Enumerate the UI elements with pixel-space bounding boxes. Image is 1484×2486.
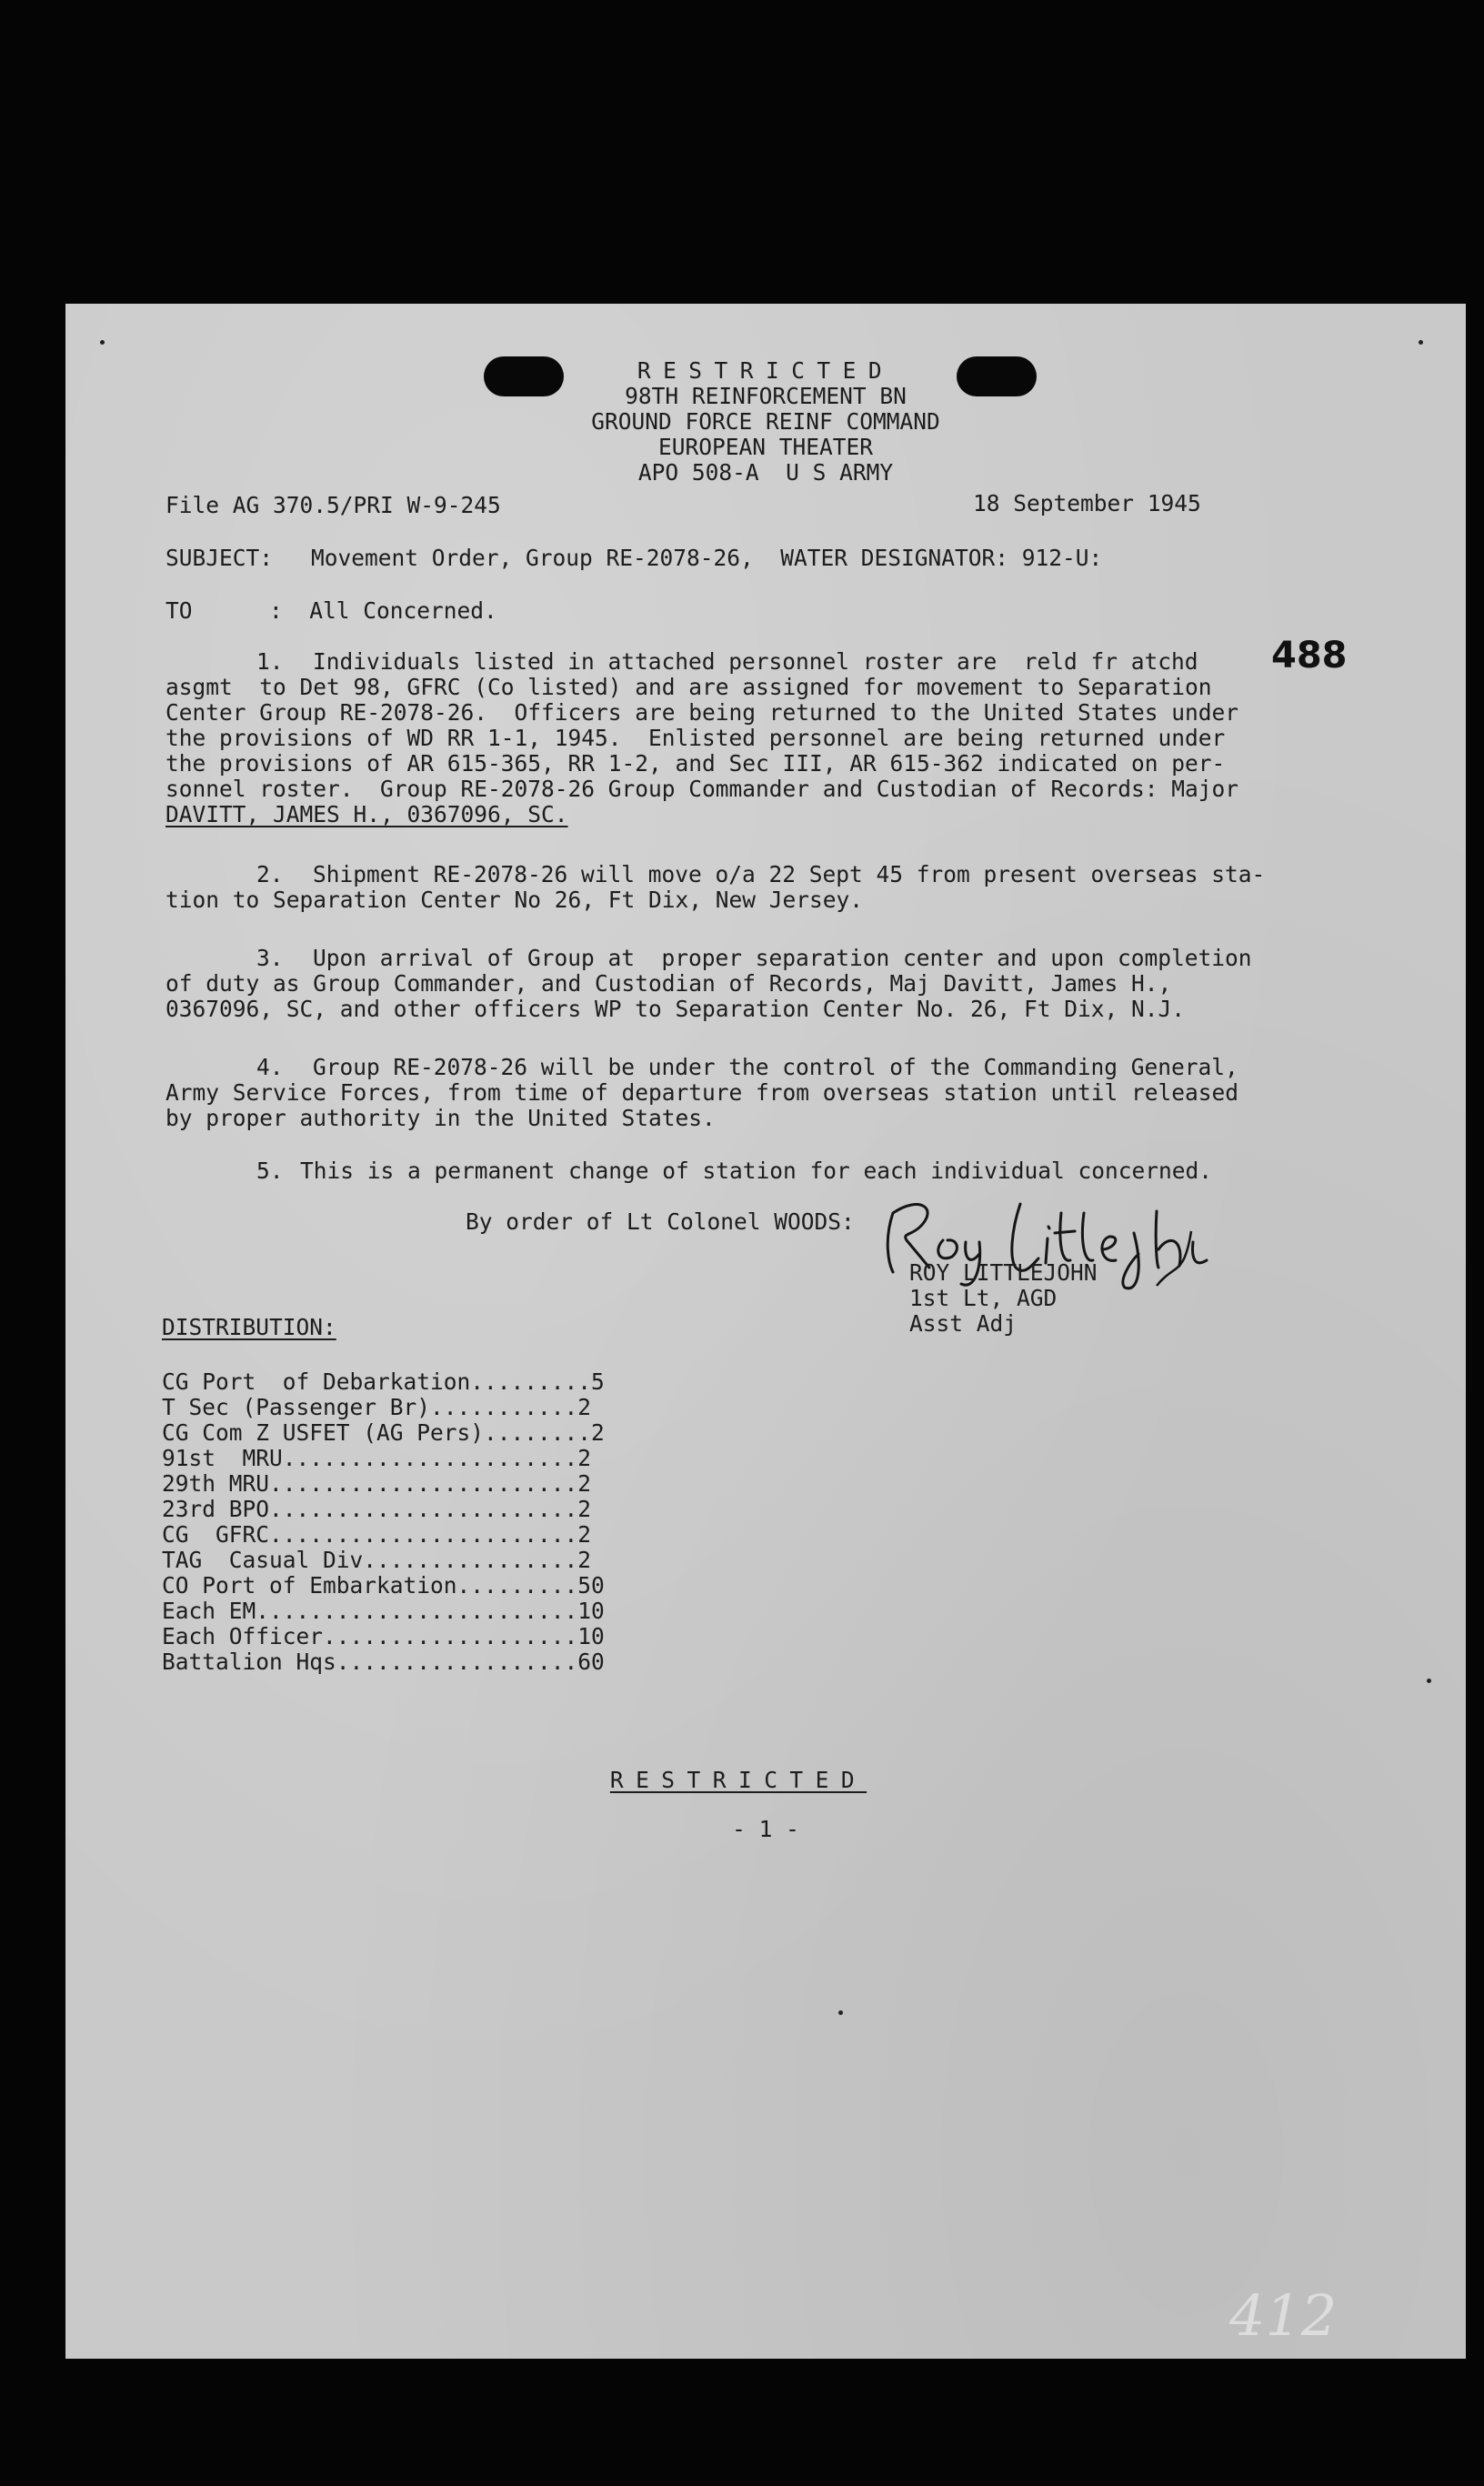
- distribution-row: 91st MRU......................2: [162, 1445, 592, 1471]
- paragraph-line: DAVITT, JAMES H., 0367096, SC.: [165, 801, 568, 827]
- subject-text: Movement Order, Group RE-2078-26, WATER DESIGNATOR: 912-U:: [311, 545, 1103, 571]
- paragraph-number: 2.: [256, 861, 284, 887]
- document-date: 18 September 1945: [973, 490, 1201, 516]
- page-stamp-number: 488: [1271, 635, 1348, 677]
- paragraph-line: Individuals listed in attached personnel roster are reld fr atchd: [313, 648, 1198, 675]
- distribution-row: CO Port of Embarkation.........50: [162, 1572, 605, 1599]
- paragraph-line: asgmt to Det 98, GFRC (Co listed) and are assigned for movement to Separation: [165, 674, 1212, 700]
- paragraph-line: the provisions of AR 615-365, RR 1-2, and Sec III, AR 615-362 indicated on per-: [165, 750, 1226, 777]
- file-reference: File AG 370.5/PRI W-9-245: [165, 492, 501, 518]
- paragraph-line: the provisions of WD RR 1-1, 1945. Enlisted personnel are being returned under: [165, 725, 1226, 751]
- to-label: TO: [165, 597, 193, 624]
- distribution-row: T Sec (Passenger Br)...........2: [162, 1394, 592, 1420]
- distribution-row: 29th MRU.......................2: [162, 1470, 592, 1497]
- paragraph-line: sonnel roster. Group RE-2078-26 Group Commander and Custodian of Records: Major: [165, 776, 1239, 802]
- paragraph-line: by proper authority in the United States.: [165, 1105, 716, 1131]
- theater-name: EUROPEAN THEATER: [657, 434, 873, 460]
- by-order-line: By order of Lt Colonel WOODS:: [466, 1208, 855, 1235]
- paragraph-line: Upon arrival of Group at proper separation center and upon completion: [313, 945, 1252, 971]
- paragraph-number: 3.: [256, 945, 284, 971]
- page-number: - 1 -: [732, 1816, 799, 1842]
- paragraph-line: Army Service Forces, from time of departure from overseas station until released: [165, 1079, 1239, 1106]
- paragraph-line: 0367096, SC, and other officers WP to Separation Center No. 26, Ft Dix, N.J.: [165, 996, 1186, 1022]
- margin-handwritten-number: 412: [1229, 2282, 1338, 2349]
- paragraph-number: 1.: [256, 648, 284, 675]
- paragraph-line: Shipment RE-2078-26 will move o/a 22 Sept 45 from present overseas sta-: [313, 861, 1266, 887]
- signer-title: Asst Adj: [909, 1310, 1018, 1337]
- distribution-row: Each Officer...................10: [162, 1623, 605, 1649]
- paper-speck: [1427, 1679, 1431, 1683]
- paragraph-line: tion to Separation Center No 26, Ft Dix, New Jersey.: [165, 887, 864, 913]
- document-sheet: [65, 304, 1466, 2359]
- to-text: : All Concerned.: [269, 597, 497, 624]
- classification-bottom: RESTRICTED: [609, 1767, 867, 1793]
- distribution-row: CG Com Z USFET (AG Pers)........2: [162, 1419, 605, 1446]
- paper-speck: [838, 2010, 843, 2015]
- paragraph-number: 5.: [256, 1158, 284, 1184]
- distribution-row: Battalion Hqs..................60: [162, 1649, 605, 1675]
- subject-label: SUBJECT:: [165, 545, 274, 571]
- distribution-row: 23rd BPO.......................2: [162, 1496, 592, 1522]
- distribution-row: CG GFRC.......................2: [162, 1521, 592, 1548]
- distribution-heading: DISTRIBUTION:: [162, 1314, 336, 1340]
- paper-speck: [1419, 340, 1423, 345]
- paragraph-line: Center Group RE-2078-26. Officers are being returned to the United States under: [165, 699, 1239, 726]
- apo-line: APO 508-A U S ARMY: [637, 459, 894, 486]
- signer-name: ROY LITTLEJOHN: [909, 1259, 1098, 1286]
- distribution-row: CG Port of Debarkation.........5: [162, 1368, 605, 1395]
- paragraph-line: Group RE-2078-26 will be under the control of the Commanding General,: [313, 1054, 1238, 1080]
- paper-speck: [100, 340, 105, 345]
- unit-name: 98TH REINFORCEMENT BN: [625, 383, 907, 409]
- paragraph-number: 4.: [256, 1054, 284, 1080]
- distribution-row: TAG Casual Div................2: [162, 1547, 592, 1573]
- command-name: GROUND FORCE REINF COMMAND: [591, 408, 940, 435]
- distribution-row: Each EM........................10: [162, 1598, 605, 1624]
- signer-rank: 1st Lt, AGD: [909, 1285, 1058, 1311]
- paragraph-line: This is a permanent change of station for each individual concerned.: [300, 1158, 1213, 1184]
- paragraph-line: of duty as Group Commander, and Custodian of Records, Maj Davitt, James H.,: [165, 970, 1172, 997]
- classification-top: RESTRICTED: [637, 357, 895, 384]
